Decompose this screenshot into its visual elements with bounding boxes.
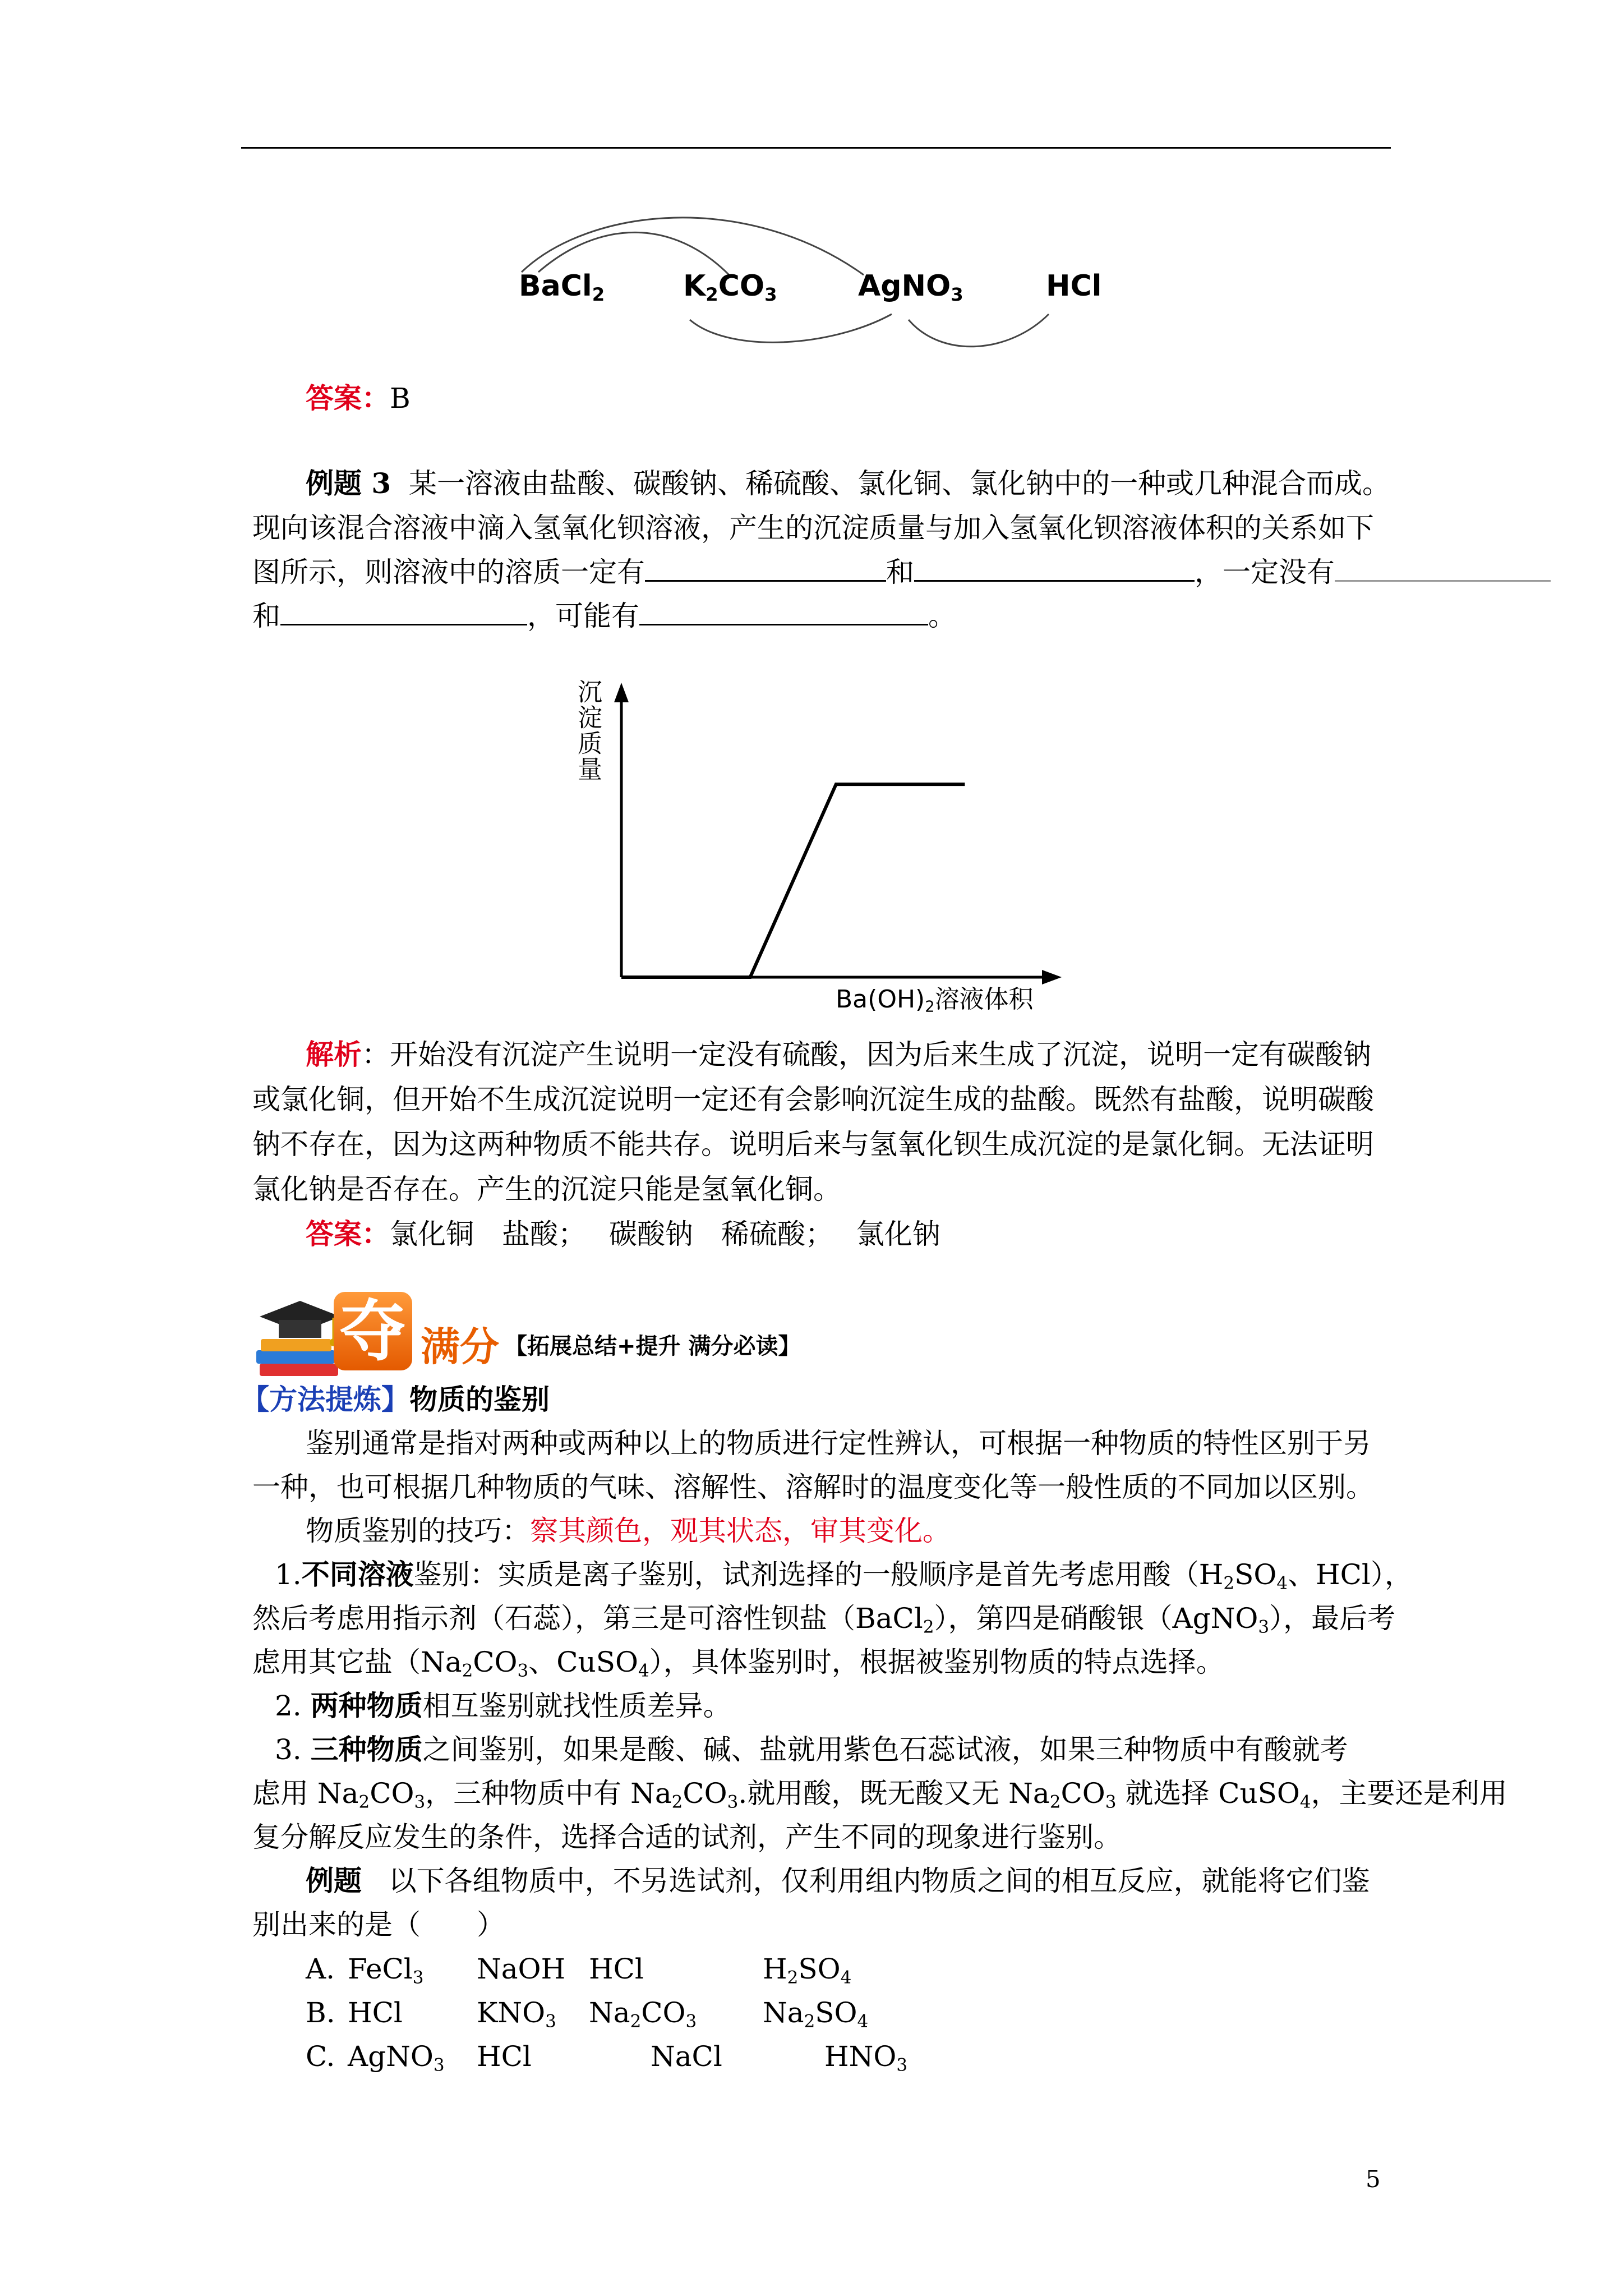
method-item3-l1: 3. 三种物质之间鉴别，如果是酸、碱、盐就用紫色石蕊试液，如果三种物质中有酸就考 bbox=[275, 1733, 1348, 1766]
example4-l1: 例题 以下各组物质中，不另选试剂，仅利用组内物质之间的相互反应，就能将它们鉴 bbox=[306, 1864, 1370, 1897]
species-k2co3: $K_2CO_3$ bbox=[683, 269, 777, 306]
chart-ylabel: 沉淀质量 bbox=[573, 679, 602, 782]
reaction-diagram bbox=[505, 202, 1122, 359]
example2-answer: 答案：B bbox=[306, 381, 411, 415]
y-axis-arrow bbox=[614, 683, 629, 702]
banner-big-char: 夺 bbox=[334, 1292, 412, 1370]
series-line bbox=[621, 784, 965, 977]
example3-answer: 答案：氯化铜 盐酸； 碳酸钠 稀硫酸； 氯化钠 bbox=[306, 1217, 940, 1250]
option-letter: A. bbox=[306, 1953, 335, 1985]
chart-xlabel: $Ba(OH)_2$溶液体积 bbox=[836, 985, 1034, 1016]
option-formula: $HNO_3$ bbox=[824, 2040, 908, 2076]
option-formula: FeCl$_3$ bbox=[348, 1953, 424, 1988]
answer-blank-2[interactable] bbox=[914, 555, 1195, 582]
method-item1-l3: 虑用其它盐（$Na_2CO_3$、CuSO$_4$），具体鉴别时，根据被鉴别物质的特点选择。 bbox=[252, 1646, 1224, 1681]
chart-svg bbox=[561, 651, 1066, 1032]
banner-mid-text: 满分 bbox=[421, 1324, 499, 1370]
answer-blank-1[interactable] bbox=[645, 555, 886, 582]
option-formula: HCl bbox=[477, 2040, 532, 2073]
option-letter: C. bbox=[306, 2040, 335, 2073]
method-tips: 物质鉴别的技巧：察其颜色，观其状态，审其变化。 bbox=[306, 1515, 951, 1547]
answer-blank-5[interactable] bbox=[639, 599, 928, 625]
option-letter: B. bbox=[306, 1996, 335, 2029]
full-score-banner bbox=[250, 1287, 895, 1383]
option-formula: $Na_2CO_3$ bbox=[589, 1996, 697, 2032]
method-p1-l2: 一种，也可根据几种物质的气味、溶解性、溶解时的温度变化等一般性质的不同加以区别。 bbox=[252, 1471, 1374, 1503]
species-bacl2: BaCl$_2$ bbox=[519, 269, 605, 306]
x-axis-arrow bbox=[1042, 970, 1062, 984]
example3-line2: 现向该混合溶液中滴入氢氧化钡溶液，产生的沉淀质量与加入氢氧化钡溶液体积的关系如下 bbox=[252, 512, 1374, 544]
option-formula: $Na_2SO_4$ bbox=[763, 1996, 869, 2032]
analysis-line4: 氯化钠是否存在。产生的沉淀只能是氢氧化铜。 bbox=[252, 1173, 841, 1205]
header-rule bbox=[241, 147, 1391, 149]
option-formula: NaCl bbox=[651, 2040, 722, 2073]
page-number: 5 bbox=[1366, 2165, 1381, 2193]
example4-l2: 别出来的是（ ） bbox=[252, 1908, 505, 1941]
method-item1-l2: 然后考虑用指示剂（石蕊），第三是可溶性钡盐（BaCl$_2$），第四是硝酸银（AgNO$_3$），最后考 bbox=[252, 1602, 1396, 1637]
method-item3-l2: 虑用 $Na_2CO_3$，三种物质中有 $Na_2CO_3$.就用酸，既无酸又无 $Na_2CO_3$ 就选择 CuSO$_4$，主要还是利用 bbox=[252, 1777, 1507, 1812]
analysis-line1: 解析：开始没有沉淀产生说明一定没有硫酸，因为后来生成了沉淀，说明一定有碳酸钠 bbox=[306, 1038, 1371, 1071]
graduation-cap-books-icon bbox=[250, 1287, 345, 1383]
analysis-line3: 钠不存在，因为这两种物质不能共存。说明后来与氢氧化钡生成沉淀的是氯化铜。无法证明 bbox=[252, 1128, 1374, 1161]
example3-line4: 和 ，可能有 。 bbox=[252, 600, 956, 632]
option-formula: HCl bbox=[348, 1996, 403, 2029]
method-item3-l3: 复分解反应发生的条件，选择合适的试剂，产生不同的现象进行鉴别。 bbox=[252, 1821, 1122, 1853]
option-formula: $H_2SO_4$ bbox=[763, 1953, 852, 1988]
method-item2: 2. 两种物质相互鉴别就找性质差异。 bbox=[275, 1689, 731, 1722]
option-formula: NaOH bbox=[477, 1953, 566, 1985]
method-p1-l1: 鉴别通常是指对两种或两种以上的物质进行定性辨认，可根据一种物质的特性区别于另 bbox=[306, 1427, 1371, 1460]
example3-line1: 例题 3 某一溶液由盐酸、碳酸钠、稀硫酸、氯化铜、氯化钠中的一种或几种混合而成。 bbox=[306, 467, 1390, 500]
method-heading: 【方法提炼】物质的鉴别 bbox=[241, 1383, 550, 1416]
option-formula: HCl bbox=[589, 1953, 644, 1985]
example3-line3: 图所示，则溶液中的溶质一定有 和 ，一定没有 bbox=[252, 555, 1408, 589]
precipitate-chart bbox=[561, 651, 1066, 1032]
method-item1-l1: 1.不同溶液鉴别：实质是离子鉴别，试剂选择的一般顺序是首先考虑用酸（$H_2SO_4$、HCl）， bbox=[275, 1558, 1413, 1594]
answer-blank-3[interactable] bbox=[1335, 555, 1551, 582]
option-formula: $KNO_3$ bbox=[477, 1996, 556, 2032]
analysis-line2: 或氯化铜，但开始不生成沉淀说明一定还有会影响沉淀生成的盐酸。既然有盐酸，说明碳酸 bbox=[252, 1083, 1374, 1116]
species-hcl: HCl bbox=[1046, 269, 1102, 303]
option-formula: AgNO$_3$ bbox=[348, 2040, 445, 2076]
species-agno3: AgNO$_3$ bbox=[858, 269, 963, 306]
answer-blank-4[interactable] bbox=[280, 599, 527, 625]
banner-tag: 【拓展总结+提升 满分必读】 bbox=[505, 1333, 801, 1359]
